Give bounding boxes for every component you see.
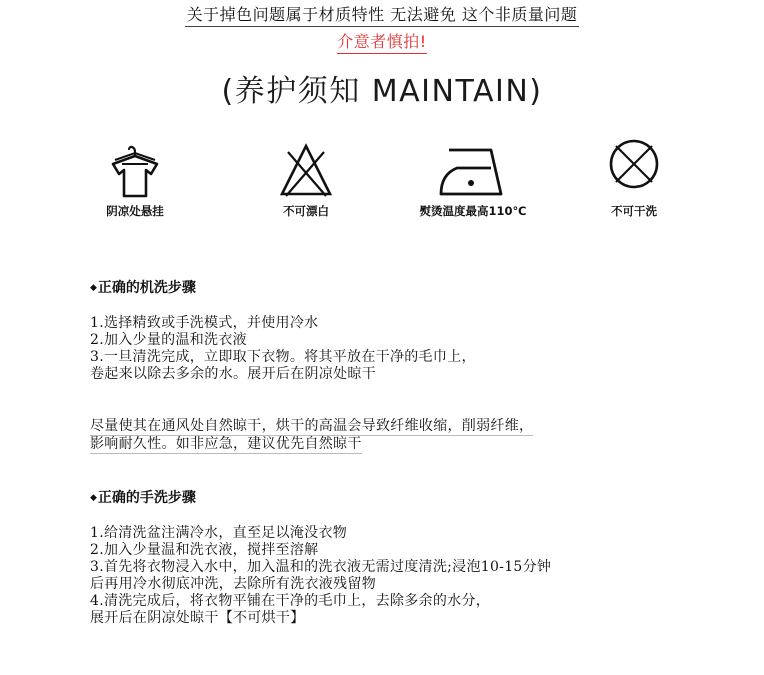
machine-wash-section <box>90 279 724 383</box>
step-line: 4.清洗完成后，将衣物平铺在干净的毛巾上，去除多余的水分， <box>90 593 491 609</box>
care-icon-row <box>0 138 764 228</box>
step-list <box>90 315 724 383</box>
step-line: 2.加入少量温和洗衣液，搅拌至溶解 <box>90 542 319 558</box>
care-label: 阴凉处悬挂 <box>106 204 164 218</box>
step-list <box>90 525 724 627</box>
bullet-icon: ◆ <box>90 283 97 293</box>
care-label: 熨烫温度最高110℃ <box>419 204 527 218</box>
section-heading-text: 正确的机洗步骤 <box>97 280 196 296</box>
note-line: 影响耐久性。如非应急，建议优先自然晾干 <box>90 436 362 452</box>
care-item-hang-dry <box>60 138 210 219</box>
care-label: 不可漂白 <box>283 204 329 218</box>
hang-dry-shade-icon <box>105 138 165 200</box>
notice-line-1: 关于掉色问题属于材质特性 无法避免 这个非质量问题 <box>185 4 580 27</box>
step-line: 卷起来以除去多余的水。展开后在阴凉处晾干 <box>90 366 376 382</box>
care-item-no-bleach <box>231 138 381 219</box>
iron-icon <box>433 138 513 200</box>
bullet-icon: ◆ <box>90 493 97 503</box>
no-bleach-icon <box>276 138 336 200</box>
step-line: 1.给清洗盆注满冷水，直至足以淹没衣物 <box>90 525 348 541</box>
step-line: 2.加入少量的温和洗衣液 <box>90 332 247 348</box>
step-line: 3.一旦清洗完成，立即取下衣物。将其平放在干净的毛巾上， <box>90 349 476 365</box>
care-item-no-dry-clean <box>559 138 709 219</box>
no-dry-clean-icon <box>604 138 664 200</box>
section-heading <box>90 279 724 297</box>
notice-banner <box>0 4 764 54</box>
note-line: 尽量使其在通风处自然晾干，烘干的高温会导致纤维收缩，削弱纤维， <box>90 418 534 434</box>
step-line: 展开后在阴凉处晾干【不可烘干】 <box>90 610 305 626</box>
hand-wash-section <box>90 489 724 627</box>
notice-line-2: 介意者慎拍! <box>337 31 426 54</box>
care-label: 不可干洗 <box>611 204 657 218</box>
step-line: 3.首先将衣物浸入水中，加入温和的洗衣液无需过度清洗;浸泡10-15分钟 <box>90 559 552 575</box>
step-line: 后再用冷水彻底冲洗，去除所有洗衣液残留物 <box>90 576 376 592</box>
page-title: (养护须知 MAINTAIN) <box>221 74 543 109</box>
care-item-iron <box>398 138 548 219</box>
section-heading <box>90 489 724 507</box>
step-line: 1.选择精致或手洗模式，并使用冷水 <box>90 315 319 331</box>
drying-note <box>90 418 724 454</box>
section-heading-text: 正确的手洗步骤 <box>97 490 196 506</box>
